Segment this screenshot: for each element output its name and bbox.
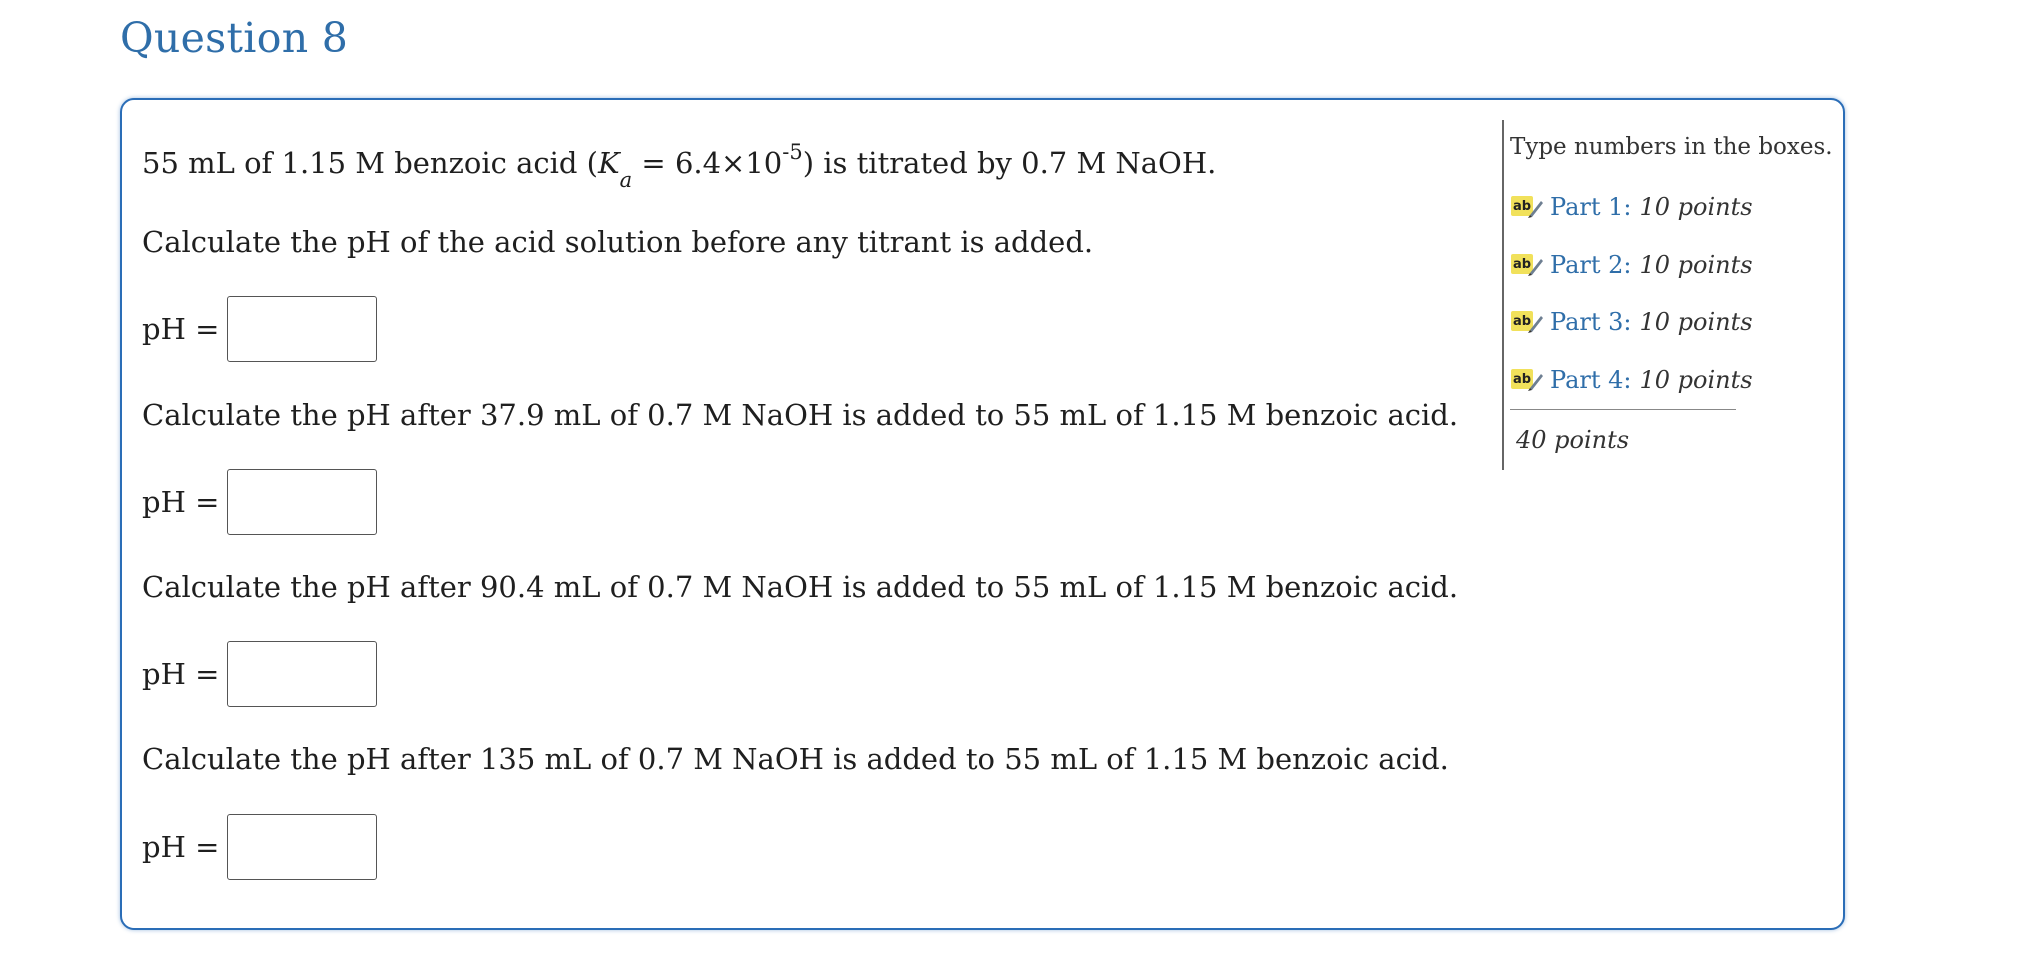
part-2-ph-input[interactable] — [227, 469, 377, 535]
part-4-ph-input[interactable] — [227, 814, 377, 880]
question-sidebar — [1502, 120, 1833, 470]
svg-text:ab: ab — [1513, 372, 1532, 387]
part-3-answer-label: pH = — [142, 657, 220, 691]
part-1-prompt: Calculate the pH of the acid solution before any titrant is added. — [142, 225, 1094, 259]
part-2-prompt: Calculate the pH after 37.9 mL of 0.7 M NaOH is added to 55 mL of 1.15 M benzoic acid. — [142, 398, 1459, 432]
part-1-answer-label: pH = — [142, 312, 220, 346]
sidebar-instructions: Type numbers in the boxes. — [1510, 134, 1833, 160]
part-2-answer-row — [142, 469, 377, 535]
part-1-points: 10 points — [1639, 193, 1753, 221]
ka-subscript: a — [619, 168, 633, 192]
part-1-colon: : — [1623, 193, 1632, 221]
ka-symbol: K — [598, 146, 620, 180]
text-entry-icon — [1510, 251, 1544, 279]
part-4-points: 10 points — [1639, 366, 1753, 394]
part-3-points: 10 points — [1639, 308, 1753, 336]
part-3-answer-row — [142, 641, 377, 707]
part-4-colon: : — [1623, 366, 1632, 394]
part-3-ph-input[interactable] — [227, 641, 377, 707]
part-3-colon: : — [1623, 308, 1632, 336]
ka-exponent: -5 — [782, 140, 803, 164]
svg-text:ab: ab — [1513, 314, 1532, 329]
part-4-prompt: Calculate the pH after 135 mL of 0.7 M NaOH is added to 55 mL of 1.15 M benzoic acid. — [142, 742, 1449, 776]
svg-text:ab: ab — [1513, 199, 1532, 214]
question-title: Question 8 — [120, 14, 349, 62]
sidebar-item-part-2[interactable] — [1510, 248, 1753, 282]
part-3-link[interactable]: Part 3 — [1550, 308, 1624, 336]
sidebar-item-part-1[interactable] — [1510, 190, 1753, 224]
sidebar-divider — [1510, 409, 1736, 410]
sidebar-item-part-3[interactable] — [1510, 305, 1753, 339]
problem-statement — [142, 140, 1217, 192]
problem-after-text: ) is titrated by 0.7 M NaOH. — [802, 146, 1217, 180]
text-entry-icon — [1510, 193, 1544, 221]
ka-value: = 6.4×10 — [632, 146, 783, 180]
part-1-ph-input[interactable] — [227, 296, 377, 362]
part-4-link[interactable]: Part 4 — [1550, 366, 1624, 394]
part-2-points: 10 points — [1639, 251, 1753, 279]
text-entry-icon — [1510, 366, 1544, 394]
svg-text:ab: ab — [1513, 257, 1532, 272]
part-2-answer-label: pH = — [142, 485, 220, 519]
part-2-link[interactable]: Part 2 — [1550, 251, 1624, 279]
part-1-answer-row — [142, 296, 377, 362]
part-1-link[interactable]: Part 1 — [1550, 193, 1624, 221]
part-3-prompt: Calculate the pH after 90.4 mL of 0.7 M NaOH is added to 55 mL of 1.15 M benzoic acid. — [142, 570, 1459, 604]
part-2-colon: : — [1623, 251, 1632, 279]
text-entry-icon — [1510, 308, 1544, 336]
total-points: 40 points — [1516, 426, 1630, 454]
problem-intro-text: 55 mL of 1.15 M benzoic acid ( — [142, 146, 598, 180]
part-4-answer-row — [142, 814, 377, 880]
part-4-answer-label: pH = — [142, 830, 220, 864]
sidebar-item-part-4[interactable] — [1510, 363, 1753, 397]
